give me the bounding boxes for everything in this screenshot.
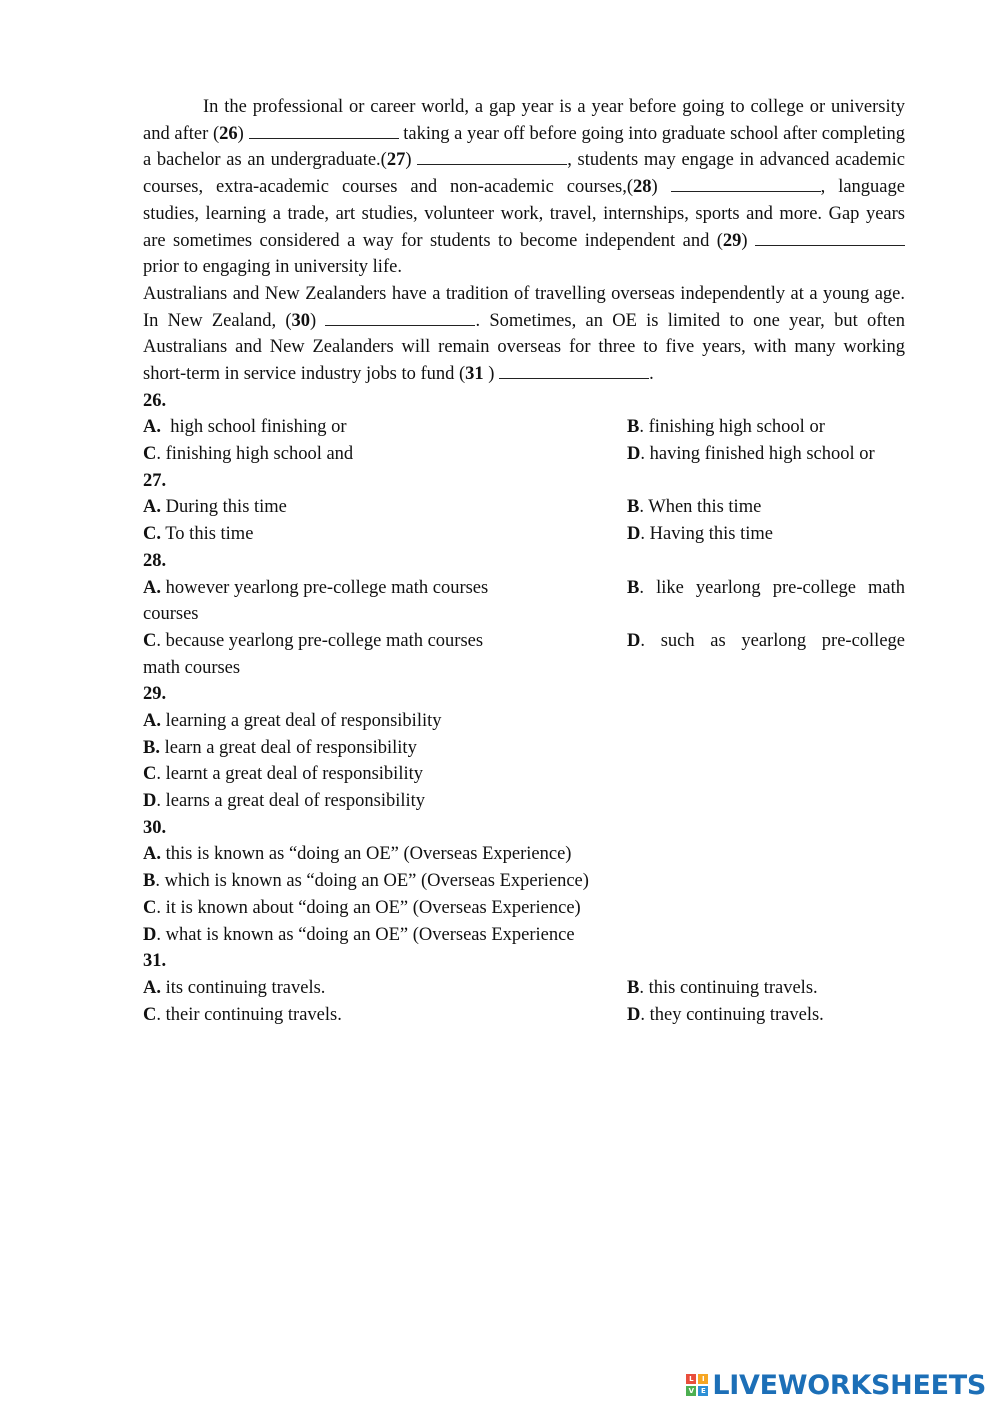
option-27c[interactable]: C. To this time	[143, 524, 254, 545]
option-28b[interactable]: B. like yearlong pre-college math	[627, 577, 905, 598]
passage-paragraph-2: Australians and New Zealanders have a tradition of travelling overseas independently at a young age. In New Zealand, (30) . Sometimes, an OE is limited to one year, but often Australians and New Zealanders will remain overseas for three to five years, with many working short-term in service industry jobs to fund (31 ) .	[143, 283, 906, 385]
option-31d[interactable]: D. they continuing travels.	[627, 1004, 824, 1025]
option-26d[interactable]: D. having finished high school or	[627, 444, 875, 465]
option-30d[interactable]: D. what is known as “doing an OE” (Overseas Experience	[143, 924, 575, 945]
blank-30[interactable]	[325, 308, 475, 326]
option-29b[interactable]: B. learn a great deal of responsibility	[143, 737, 417, 758]
option-26a[interactable]: A. high school finishing or	[143, 417, 347, 438]
question-27-row-2	[143, 521, 905, 548]
passage-paragraph-1: In the professional or career world, a gap year is a year before going to college or university and after (26) taking a year off before going into graduate school after completing a bachelor as an undergraduate.(27) , students may engage in advanced academic courses, extra-academic courses and non-academic courses,(28) , language studies, learning a trade, art studies, volunteer work, travel, internships, sports and more. Gap years are sometimes considered a way for students to become independent and (29) prior to engaging in university life.	[143, 97, 905, 278]
question-28-row-2	[143, 628, 905, 681]
question-31-row-1	[143, 975, 905, 1002]
option-26c[interactable]: C. finishing high school and	[143, 444, 354, 465]
liveworksheets-logo	[686, 1368, 986, 1402]
logo-mark-cell: I	[698, 1374, 708, 1384]
option-27b[interactable]: B. When this time	[627, 497, 762, 518]
question-27-row-1	[143, 494, 905, 521]
question-31-row-2	[143, 1002, 905, 1029]
blank-28[interactable]	[671, 174, 821, 192]
option-29a[interactable]: A. learning a great deal of responsibility	[143, 711, 442, 732]
question-31-label: 31.	[143, 951, 167, 972]
question-26-label: 26.	[143, 390, 167, 411]
option-28-continuation: courses	[143, 604, 199, 625]
logo-mark-cell: L	[686, 1374, 696, 1384]
option-31c[interactable]: C. their continuing travels.	[143, 1004, 342, 1025]
option-30a[interactable]: A. this is known as “doing an OE” (Overseas Experience)	[143, 844, 572, 865]
option-27d[interactable]: D. Having this time	[627, 524, 773, 545]
question-30-label: 30.	[143, 817, 167, 838]
option-27a[interactable]: A. During this time	[143, 497, 287, 518]
option-30b[interactable]: B. which is known as “doing an OE” (Overseas Experience)	[143, 871, 589, 892]
question-28-label: 28.	[143, 550, 167, 571]
question-28-row-1	[143, 575, 905, 628]
option-28c[interactable]: C. because yearlong pre-college math courses	[143, 630, 484, 651]
logo-mark-cell: E	[698, 1386, 708, 1396]
option-28a[interactable]: A. however yearlong pre-college math courses	[143, 577, 489, 598]
worksheet-page	[143, 94, 905, 1028]
option-29d[interactable]: D. learns a great deal of responsibility	[143, 791, 426, 812]
option-29c[interactable]: C. learnt a great deal of responsibility	[143, 764, 423, 785]
logo-mark-icon	[686, 1374, 708, 1396]
option-28-continuation: math courses	[143, 657, 241, 678]
question-26-row-2	[143, 441, 905, 468]
option-28d[interactable]: D. such as yearlong pre-college	[627, 630, 905, 651]
question-29-label: 29.	[143, 684, 167, 705]
option-26b[interactable]: B. finishing high school or	[627, 417, 825, 438]
question-27-label: 27.	[143, 470, 167, 491]
blank-26[interactable]	[249, 121, 399, 139]
option-30c[interactable]: C. it is known about “doing an OE” (Overseas Experience)	[143, 897, 581, 918]
blank-29[interactable]	[755, 228, 905, 246]
logo-text: LIVEWORKSHEETS	[712, 1369, 986, 1401]
blank-27[interactable]	[417, 147, 567, 165]
option-31a[interactable]: A. its continuing travels.	[143, 977, 326, 998]
blank-31[interactable]	[499, 361, 649, 379]
logo-mark-cell: V	[686, 1386, 696, 1396]
option-31b[interactable]: B. this continuing travels.	[627, 977, 818, 998]
question-26-row-1	[143, 414, 905, 441]
